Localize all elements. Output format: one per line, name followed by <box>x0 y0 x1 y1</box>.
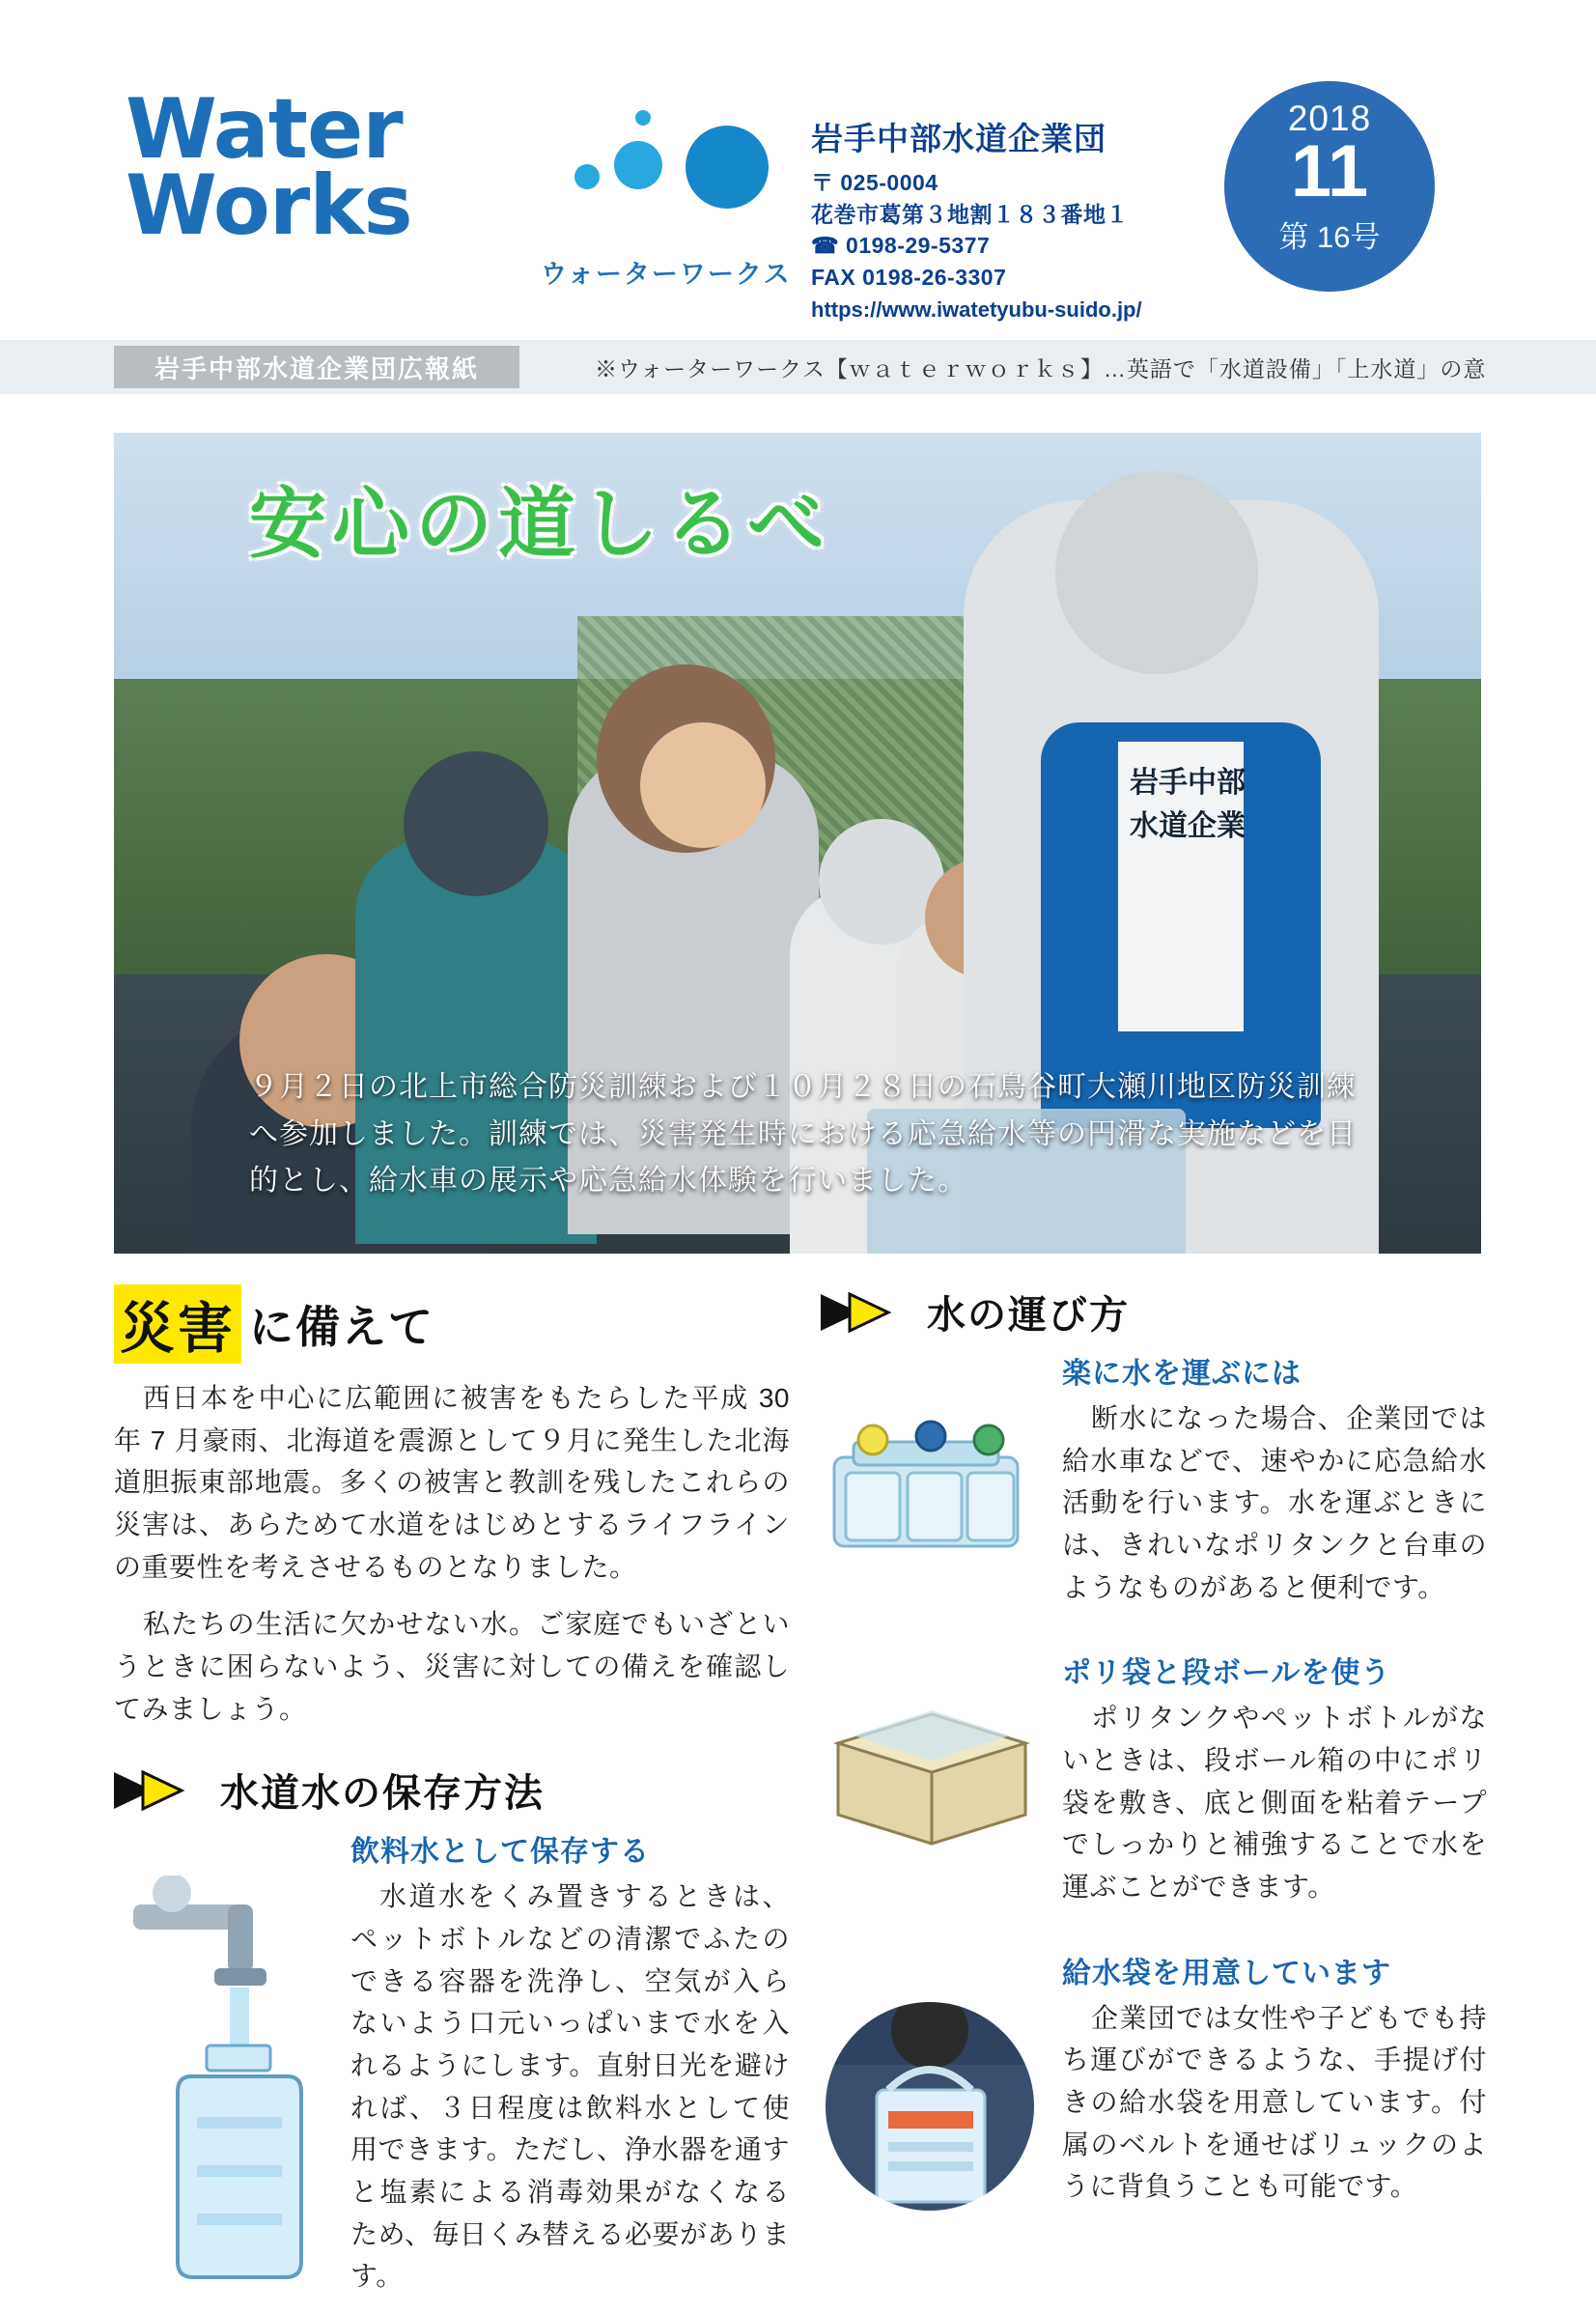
issue-number: 第 16号 <box>1278 220 1381 255</box>
left-paragraph-2: 私たちの生活に欠かせない水。ご家庭でもいざというときに困らないよう、災害に対しての備えを確認してみましょう。 <box>114 1609 790 1724</box>
right-item-title: 楽に水を運ぶには <box>1062 1358 1302 1390</box>
logo-line-works: Works <box>126 157 412 255</box>
right-item-body: ポリタンクやペットボトルがないときは、段ボール箱の中にポリ袋を敷き、底と側面を粘着テープでしっかりと補強することで水を運ぶことができます。 <box>1062 1703 1487 1903</box>
left-section-title: 水道水の保存方法 <box>220 1772 545 1816</box>
hero-caption: ９月２日の北上市総合防災訓練および１０月２８日の石鳥谷町大瀬川地区防災訓練へ参加しました。訓練では、災害発生時における応急給水等の円滑な実施などを目的とし、給水車の展示や応急給水体験を行いました。 <box>249 1071 1357 1198</box>
left-column <box>114 1284 790 2313</box>
issue-badge <box>1224 81 1435 292</box>
organization-url[interactable]: https://www.iwatetyubu-suido.jp/ <box>811 296 1142 322</box>
vest-text: 岩手中部 水道企業 <box>1130 767 1246 842</box>
issue-year: 2018 <box>1287 99 1372 138</box>
right-item-title: ポリ袋と段ボールを使う <box>1062 1657 1391 1690</box>
poly-tank-icon <box>821 1397 1062 1623</box>
organization-name: 岩手中部水道企業団 <box>811 121 1106 156</box>
organization-postal: 〒 025-0004 <box>811 170 938 195</box>
right-item <box>821 1349 1487 1623</box>
left-illustration-row <box>114 1876 790 2298</box>
hero-title: 安心の道しるべ <box>249 481 830 567</box>
left-headline <box>114 1284 790 1364</box>
page-header <box>0 0 1596 383</box>
water-bag-photo <box>821 1997 1062 2223</box>
issue-month: 11 <box>1290 130 1369 212</box>
organization-info <box>811 114 1255 323</box>
logo-kana-label: ウォーターワークス <box>541 260 792 289</box>
left-paragraph-1: 西日本を中心に広範囲に被害をもたらした平成 30 年 7 月豪雨、北海道を震源として９月に発生した北海道胆振東部地震。多くの被害と教訓を残したこれらの災害は、あらためて水道をはじめとするライフラインの重要性を考えさせるものとなりました。 <box>114 1383 790 1582</box>
publication-tag: 岩手中部水道企業団広報紙 <box>114 346 519 388</box>
right-item <box>821 1649 1487 1923</box>
headline-highlight: 災害 <box>114 1284 241 1364</box>
right-section-title: 水の運び方 <box>927 1294 1130 1337</box>
left-section-heading <box>114 1763 790 1818</box>
cardboard-box-icon <box>821 1697 1062 1923</box>
right-item <box>821 1949 1487 2223</box>
right-item-body: 企業団では女性や子どもでも持ち運びができるような、手提げ付きの給水袋を用意しています。付属のベルトを通せばリュックのように背負うことも可能です。 <box>1062 2002 1487 2202</box>
hero-photo <box>114 433 1481 1254</box>
double-arrow-icon <box>821 1292 910 1333</box>
right-section-heading <box>821 1284 1487 1340</box>
faucet-bottle-icon <box>114 1876 336 2291</box>
organization-tel: ☎ 0198-29-5377 <box>811 233 991 259</box>
organization-address: 花巻市葛第３地割１８３番地１ <box>811 201 1129 227</box>
left-sub-body: 水道水をくみ置きするときは、ペットボトルなどの清潔でふたのできる容器を洗浄し、空気が入らないよう口元いっぱいまで水を入れるようにします。直射日光を避ければ、３日程度は飲料水として使用できます。ただし、浄水器を通すと塩素による消毒効果がなくなるため、毎日くみ替える必要があります。 <box>350 1881 790 2292</box>
logo-line-water: Water <box>126 81 403 178</box>
headline-tail: に備えて <box>249 1302 434 1352</box>
right-column <box>821 1284 1487 2229</box>
right-item-title: 給水袋を用意しています <box>1062 1957 1391 1989</box>
water-bubbles-icon <box>521 106 811 241</box>
organization-fax: FAX 0198-26-3307 <box>811 264 1007 290</box>
left-sub-title: 飲料水として保存する <box>350 1836 650 1869</box>
publication-note: ※ウォーターワークス【ｗａｔｅｒｗｏｒｋｓ】…英語で「水道設備」「上水道」の意 <box>595 356 1487 381</box>
right-item-body: 断水になった場合、企業団では給水車などで、速やかに応急給水活動を行います。水を運ぶときには、きれいなポリタンクと台車のようなものがあると便利です。 <box>1062 1403 1487 1602</box>
double-arrow-icon <box>114 1770 203 1811</box>
